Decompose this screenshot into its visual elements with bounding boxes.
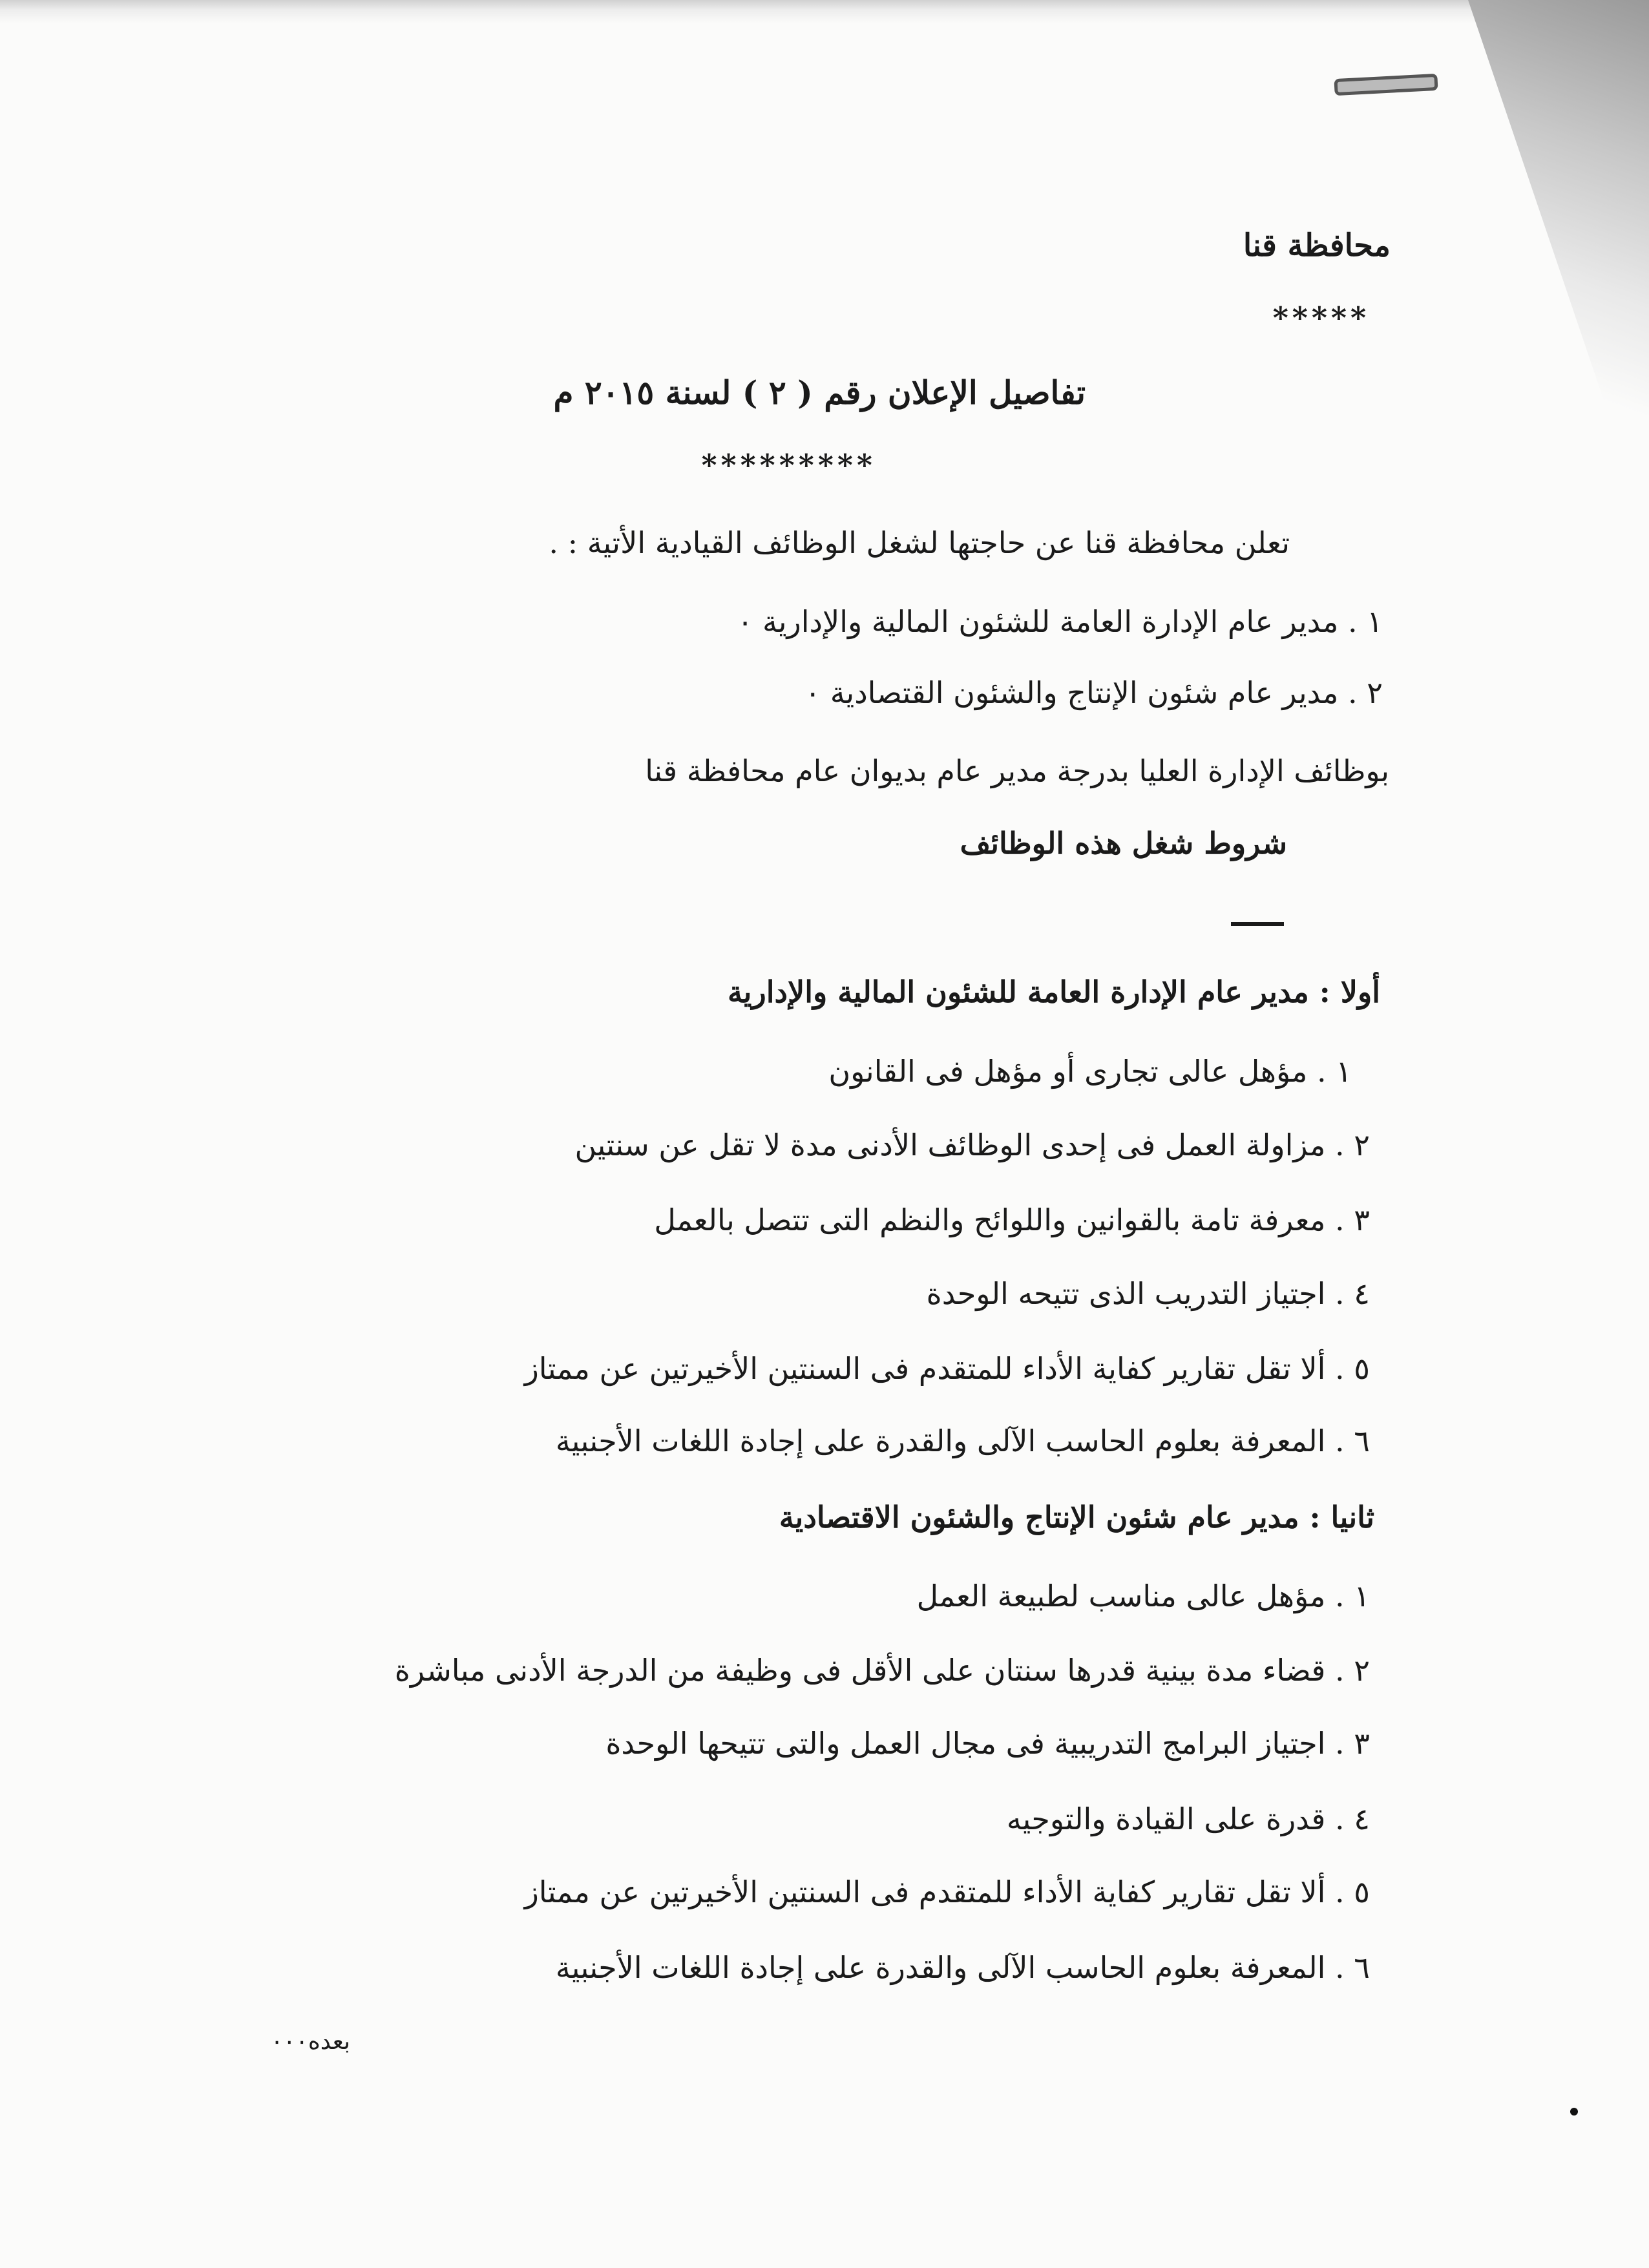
scan-top-shadow — [0, 0, 1649, 23]
condition-item: ٢ . قضاء مدة بينية قدرها سنتان على الأقل فى وظيفة من الدرجة الأدنى مباشرة — [394, 1653, 1370, 1688]
condition-item: ٢ . مزاولة العمل فى إحدى الوظائف الأدنى مدة لا تقل عن سنتين — [574, 1128, 1370, 1162]
governorate-name: محافظة قنا — [1243, 227, 1391, 264]
condition-item: ١ . مؤهل عالى مناسب لطبيعة العمل — [916, 1579, 1370, 1613]
heading-underline — [1231, 922, 1284, 926]
conditions-heading: شروط شغل هذه الوظائف — [960, 826, 1287, 861]
continued-note: بعده٠٠٠ — [270, 2028, 350, 2055]
condition-item: ٤ . قدرة على القيادة والتوجيه — [1006, 1801, 1370, 1836]
condition-item: ١ . مؤهل عالى تجارى أو مؤهل فى القانون — [828, 1054, 1352, 1089]
section-two-heading: ثانيا : مدير عام شئون الإنتاج والشئون الاقتصادية — [779, 1500, 1374, 1535]
announcement-intro: تعلن محافظة قنا عن حاجتها لشغل الوظائف القيادية الأتية : . — [549, 525, 1290, 560]
scan-speck — [1570, 2108, 1578, 2116]
announcement-title: تفاصيل الإعلان رقم ( ٢ ) لسنة ٢٠١٥ م — [553, 373, 1086, 412]
condition-item: ٣ . معرفة تامة بالقوانين واللوائح والنظم التى تتصل بالعمل — [654, 1202, 1370, 1237]
position-item: ١ . مدير عام الإدارة العامة للشئون المالية والإدارية ٠ — [737, 604, 1383, 639]
decorative-stars: ***** — [1272, 300, 1370, 335]
condition-item: ٣ . اجتياز البرامج التدريبية فى مجال العمل والتى تتيحها الوحدة — [605, 1726, 1370, 1761]
condition-item: ٦ . المعرفة بعلوم الحاسب الآلى والقدرة على إجادة اللغات الأجنبية — [555, 1423, 1370, 1458]
section-one-heading: أولا : مدير عام الإدارة العامة للشئون المالية والإدارية — [728, 974, 1380, 1009]
staple-mark — [1334, 74, 1438, 96]
condition-item: ٥ . ألا تقل تقارير كفاية الأداء للمتقدم فى السنتين الأخيرتين عن ممتاز — [524, 1874, 1370, 1909]
positions-scope: بوظائف الإدارة العليا بدرجة مدير عام بديوان عام محافظة قنا — [645, 753, 1389, 788]
condition-item: ٤ . اجتياز التدريب الذى تتيحه الوحدة — [926, 1276, 1370, 1311]
position-item: ٢ . مدير عام شئون الإنتاج والشئون القتصادية ٠ — [804, 675, 1383, 710]
condition-item: ٦ . المعرفة بعلوم الحاسب الآلى والقدرة على إجادة اللغات الأجنبية — [555, 1950, 1370, 1985]
condition-item: ٥ . ألا تقل تقارير كفاية الأداء للمتقدم فى السنتين الأخيرتين عن ممتاز — [524, 1351, 1370, 1386]
folded-page-corner — [1468, 0, 1649, 491]
title-stars: ********* — [701, 448, 876, 483]
